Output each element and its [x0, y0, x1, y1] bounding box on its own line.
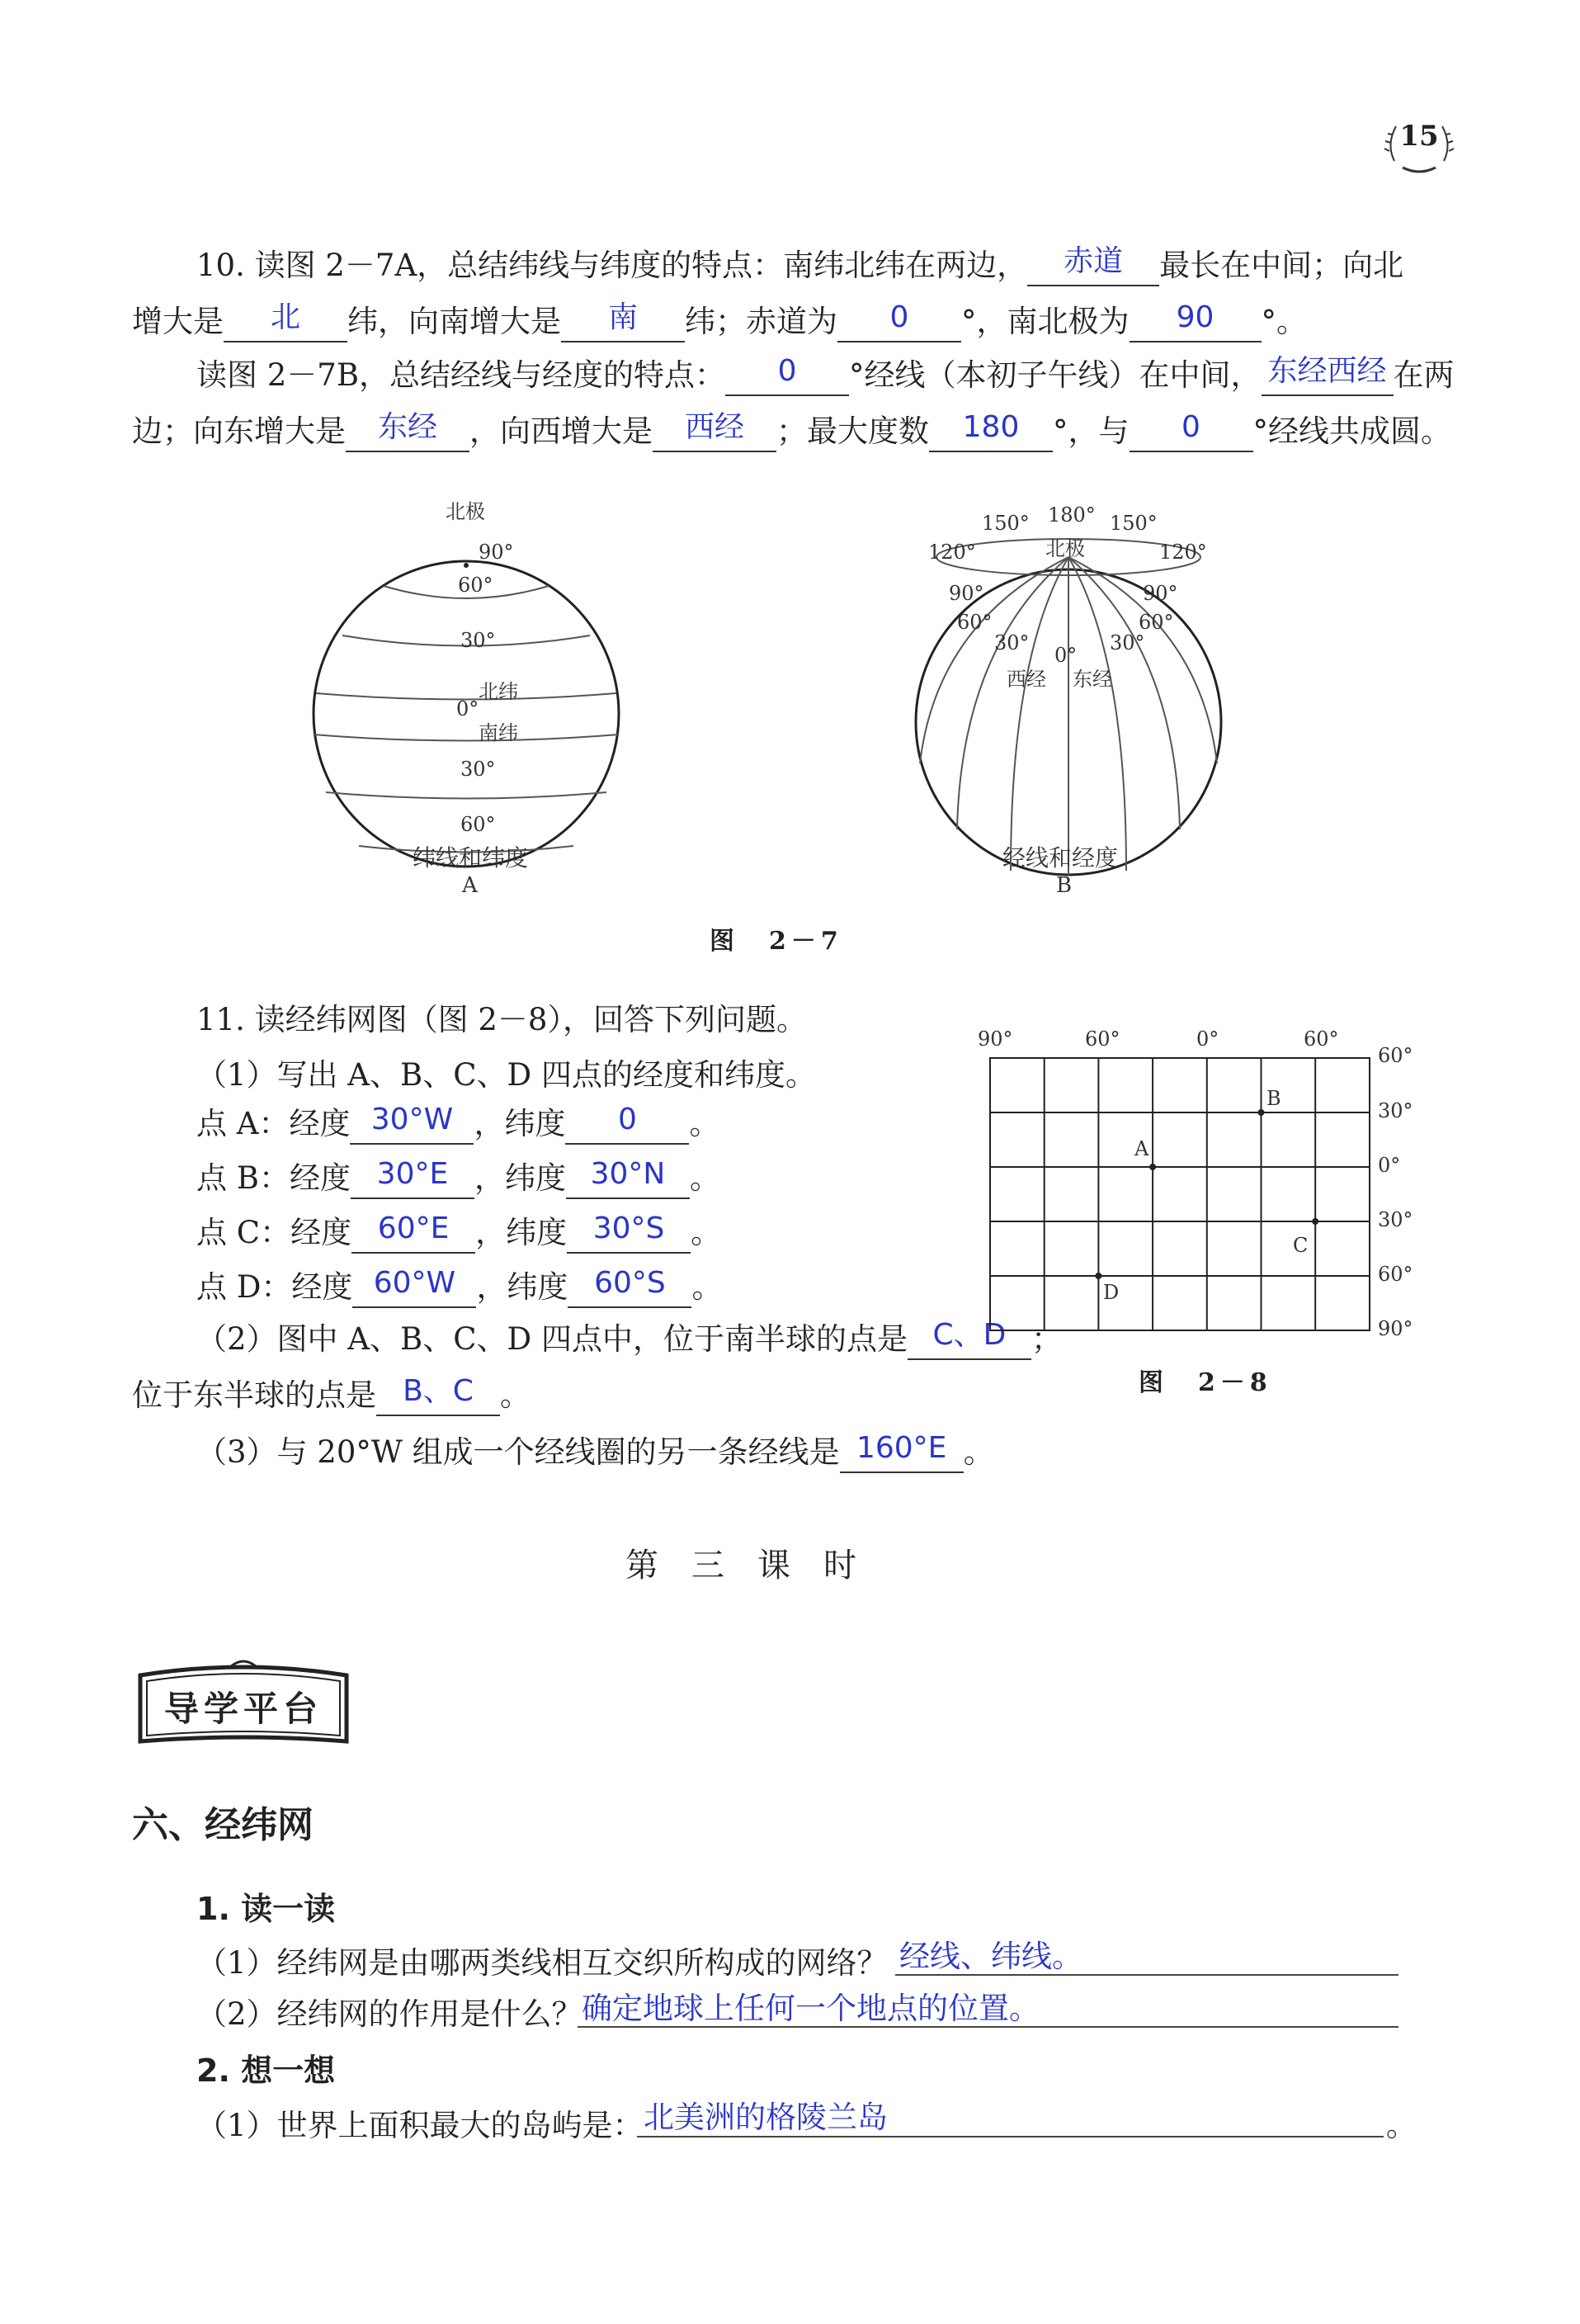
section-title: 第三课时 — [625, 1547, 889, 1585]
q10-blank-north: 北 — [224, 305, 347, 342]
q10-blank-west: 西经 — [653, 414, 776, 452]
read-a2: 确定地球上任何一个地点的位置。 — [582, 1991, 1040, 2026]
globe-a-north-pole: 北极 — [446, 500, 485, 523]
q10-blank-circle: 0 — [1130, 414, 1253, 452]
figure-2-7-caption: 图 2－7 — [710, 927, 843, 956]
globe-b-letter: B — [1056, 873, 1073, 898]
read-q1: （1）经纬网是由哪两类线相互交织所构成的网络？ — [196, 1945, 888, 1981]
q10-blank-equator: 赤道 — [1027, 248, 1159, 286]
q11-lon-blank: 60°E — [351, 1216, 475, 1254]
q11-lon-blank: 60°W — [352, 1270, 476, 1308]
q10-line2: 增大是 北 纬，向南增大是 南 纬；赤道为 0 °，南北极为 90 °。 — [132, 301, 1307, 342]
point-b-label: B — [1266, 1087, 1281, 1110]
q10-blank-eq-deg: 0 — [837, 305, 961, 342]
read-a1-rule — [895, 1974, 1398, 1976]
q10-line4: 边；向东增大是 东经 ，向西增大是 西经 ；最大度数 180 °，与 0 °经线共成圆。 — [132, 411, 1451, 452]
globe-a-letter: A — [462, 873, 478, 898]
point-c — [1312, 1218, 1318, 1225]
q11-lat-blank: 60°S — [568, 1270, 691, 1308]
q10-blank-south: 南 — [561, 305, 685, 342]
q10-blank-prime: 0 — [725, 358, 849, 396]
q11-lon-blank: 30°E — [351, 1161, 474, 1199]
read-title: 1. 读一读 — [196, 1891, 336, 1927]
q11-sub2-line1: （2）图中 A、B、C、D 四点中，位于南半球的点是 C、D ； — [196, 1319, 1062, 1360]
figure-2-8: 90° 60° 0° 60° 60° 30° 0° 30° 60° 90° A B C D — [965, 1023, 1427, 1370]
q11-point-row: 点 D：经度 60°W ，纬度 60°S 。 — [196, 1267, 722, 1308]
page-number-badge — [1378, 111, 1460, 177]
globe-b-title: 经线和经度 — [1002, 844, 1119, 872]
read-a1: 经线、纬线。 — [899, 1939, 1082, 1974]
q11-point-row: 点 A：经度 30°W ，纬度 0 。 — [196, 1103, 719, 1145]
q11-blank-meridian: 160°E — [840, 1435, 964, 1473]
q11-blank-south: C、D — [908, 1322, 1031, 1360]
point-a-label: A — [1134, 1137, 1149, 1160]
banner-text: 导学平台 — [163, 1689, 323, 1729]
heading-graticule: 六、经纬网 — [132, 1804, 314, 1846]
point-d-label: D — [1103, 1281, 1120, 1304]
globe-b: 150° 180° 150° 120° 北极 120° 90° 90° 60° 60° 30° 30° 0° 西经 东经 — [903, 499, 1233, 895]
read-q2: （2）经纬网的作用是什么？ — [196, 1996, 582, 2032]
point-d — [1095, 1273, 1101, 1279]
q11-title: 11. 读经纬网图（图 2－8），回答下列问题。 — [196, 1002, 807, 1037]
q11-lat-blank: 30°S — [567, 1216, 691, 1254]
graticule-grid — [965, 1023, 1427, 1370]
think-end: 。 — [1386, 2108, 1417, 2143]
q10-blank-pole-deg: 90 — [1130, 305, 1262, 342]
think-a1: 北美洲的格陵兰岛 — [644, 2100, 888, 2135]
q11-sub1: （1）写出 A、B、C、D 四点的经度和纬度。 — [196, 1057, 816, 1093]
think-a1-rule — [637, 2136, 1384, 2137]
point-a — [1149, 1164, 1156, 1170]
q11-lat-blank: 30°N — [566, 1161, 690, 1199]
q11-sub3: （3）与 20°W 组成一个经线圈的另一条经线是 160°E 。 — [196, 1432, 994, 1473]
figure-2-8-caption: 图 2－8 — [1139, 1368, 1272, 1397]
q10-line3: 读图 2－7B，总结经线与经度的特点： 0 °经线（本初子午线）在中间， 东经西经 在两 — [196, 355, 1455, 396]
q11-point-row: 点 B：经度 30°E ，纬度 30°N 。 — [196, 1158, 720, 1199]
q11-blank-east: B、C — [376, 1378, 500, 1416]
point-c-label: C — [1293, 1234, 1309, 1257]
q10-blank-max: 180 — [929, 414, 1053, 452]
q11-point-row: 点 C：经度 60°E ，纬度 30°S 。 — [196, 1212, 721, 1254]
think-title: 2. 想一想 — [196, 2052, 336, 2089]
q11-lon-blank: 30°W — [350, 1107, 474, 1145]
globe-a-title: 纬线和纬度 — [413, 844, 529, 872]
q10-line1: 10. 读图 2－7A，总结纬线与纬度的特点：南纬北纬在两边， 赤道 最长在中间；向北 — [196, 245, 1403, 286]
read-a2-rule — [578, 2026, 1398, 2028]
q11-sub2-line2: 位于东半球的点是 B、C 。 — [132, 1375, 531, 1416]
q10-blank-ew: 东经西经 — [1262, 358, 1394, 396]
q11-lat-blank: 0 — [565, 1107, 689, 1145]
guide-banner — [132, 1655, 355, 1754]
point-b — [1258, 1109, 1265, 1116]
think-q1: （1）世界上面积最大的岛屿是： — [196, 2108, 644, 2143]
globe-a: 北极 90° 60° 30° 北纬 0° 南纬 30° 60° — [309, 495, 623, 908]
q10-blank-east: 东经 — [346, 414, 469, 452]
page-number: 15 — [1399, 120, 1439, 153]
